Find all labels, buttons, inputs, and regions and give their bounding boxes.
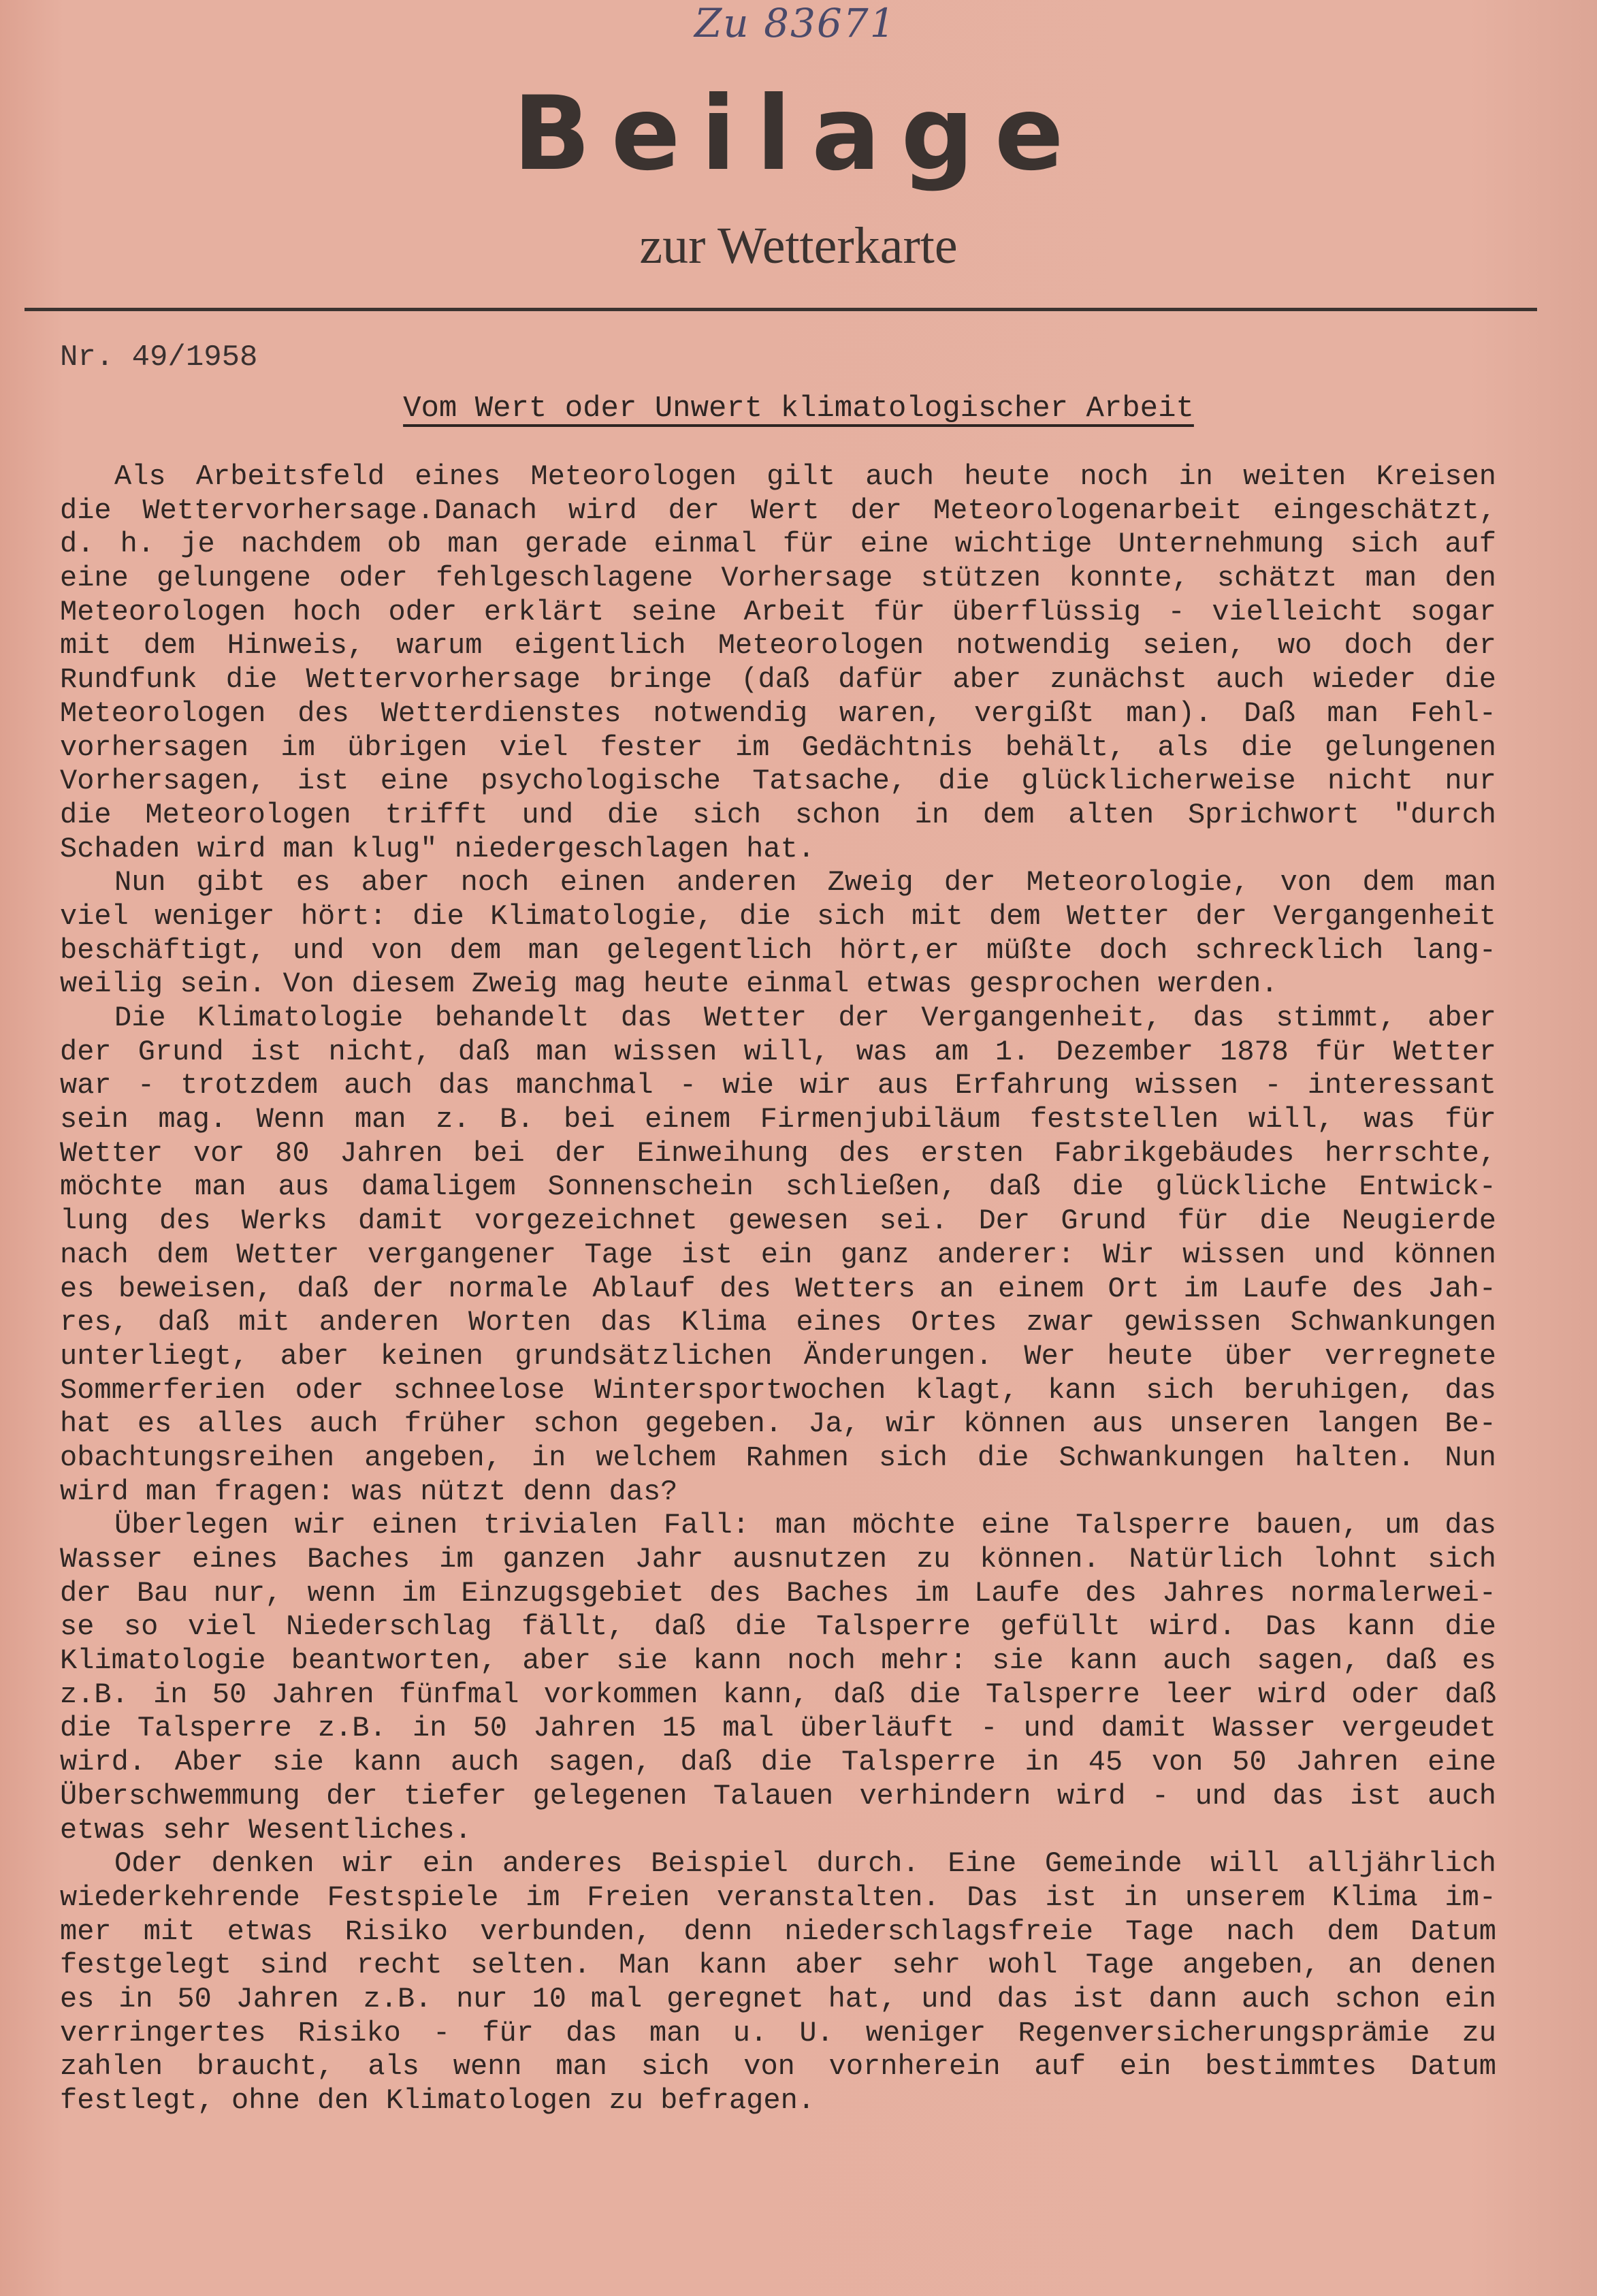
text-line: Oder denken wir ein anderes Beispiel durch. Eine Gemeinde will alljährlich [114,1847,1496,1881]
text-line: z.B. in 50 Jahren fünfmal vorkommen kann, daß die Talsperre leer wird oder daß [60,1678,1496,1711]
text-line: mer mit etwas Risiko verbunden, denn niederschlagsfreie Tage nach dem Datum [60,1915,1496,1948]
text-line: wiederkehrende Festspiele im Freien veranstalten. Das ist in unserem Klima im- [60,1881,1496,1914]
text-line: mit dem Hinweis, warum eigentlich Meteorologen notwendig seien, wo doch der [60,629,1496,663]
text-line: beschäftigt, und von dem man gelegentlich hört,er müßte doch schrecklich lang- [60,934,1496,967]
text-line: Vorhersagen, ist eine psychologische Tatsache, die glücklicherweise nicht nur [60,765,1496,798]
text-line: Nun gibt es aber noch einen anderen Zweig der Meteorologie, von dem man [114,866,1496,899]
handwritten-note: Zu 83671 [694,0,897,46]
text-line: festgelegt sind recht selten. Man kann aber sehr wohl Tage angeben, an denen [60,1949,1496,1982]
text-line: Schaden wird man klug" niedergeschlagen hat. [60,832,815,865]
text-line: etwas sehr Wesentliches. [60,1813,472,1847]
text-line: die Talsperre z.B. in 50 Jahren 15 mal überläuft - und damit Wasser vergeudet [60,1712,1496,1745]
text-line: vorhersagen im übrigen viel fester im Gedächtnis behält, als die gelungenen [60,731,1496,764]
text-line: es beweisen, daß der normale Ablauf des Wetters an einem Ort im Laufe des Jah- [60,1272,1496,1305]
article-body [60,460,1496,2118]
header-rule [25,308,1537,311]
text-line: Wasser eines Baches im ganzen Jahr ausnutzen zu können. Natürlich lohnt sich [60,1543,1496,1576]
text-line: lung des Werks damit vorgezeichnet gewesen sei. Der Grund für die Neugierde [60,1205,1496,1238]
text-line: der Grund ist nicht, daß man wissen will, was am 1. Dezember 1878 für Wetter [60,1035,1496,1068]
text-line: eine gelungene oder fehlgeschlagene Vorhersage stützen konnte, schätzt man den [60,562,1496,595]
masthead-title: Beilage [513,75,1084,193]
text-line: Überlegen wir einen trivialen Fall: man möchte eine Talsperre bauen, um das [114,1509,1496,1542]
text-line: weilig sein. Von diesem Zweig mag heute einmal etwas gesprochen werden. [60,968,1278,1001]
text-line: die Wettervorhersage.Danach wird der Wert der Meteorologenarbeit eingeschätzt, [60,494,1496,527]
text-line: obachtungsreihen angeben, in welchem Rahmen sich die Schwankungen halten. Nun [60,1441,1496,1474]
text-line: war - trotzdem auch das manchmal - wie wir aus Erfahrung wissen - interessant [60,1069,1496,1102]
text-line: unterliegt, aber keinen grundsätzlichen Änderungen. Wer heute über verregnete [60,1339,1496,1373]
text-line: viel weniger hört: die Klimatologie, die sich mit dem Wetter der Vergangenheit [60,899,1496,933]
text-line: Sommerferien oder schneelose Wintersportwochen klagt, kann sich beruhigen, das [60,1373,1496,1407]
text-line: die Meteorologen trifft und die sich schon in dem alten Sprichwort "durch [60,798,1496,831]
text-line: wird. Aber sie kann auch sagen, daß die Talsperre in 45 von 50 Jahren eine [60,1746,1496,1779]
issue-number: Nr. 49/1958 [60,340,258,374]
text-line: zahlen braucht, als wenn man sich von vornherein auf ein bestimmtes Datum [60,2050,1496,2084]
text-line: verringertes Risiko - für das man u. U. weniger Regenversicherungsprämie zu [60,2016,1496,2050]
text-line: Meteorologen hoch oder erklärt seine Arbeit für überflüssig - vielleicht sogar [60,595,1496,628]
text-line: d. h. je nachdem ob man gerade einmal für eine wichtige Unternehmung sich auf [60,528,1496,561]
article-title [0,392,1597,426]
text-line: Wetter vor 80 Jahren bei der Einweihung des ersten Fabrikgebäudes herrschte, [60,1136,1496,1170]
text-line: nach dem Wetter vergangener Tage ist ein ganz anderer: Wir wissen und können [60,1238,1496,1271]
article-title-text: Vom Wert oder Unwert klimatologischer Arbeit [403,392,1194,426]
text-line: se so viel Niederschlag fällt, daß die Talsperre gefüllt wird. Das kann die [60,1610,1496,1644]
text-line: der Bau nur, wenn im Einzugsgebiet des Baches im Laufe des Jahres normalerwei- [60,1576,1496,1610]
text-line: Klimatologie beantworten, aber sie kann noch mehr: sie kann auch sagen, daß es [60,1644,1496,1678]
text-line: Die Klimatologie behandelt das Wetter der Vergangenheit, das stimmt, aber [114,1002,1496,1034]
text-line: festlegt, ohne den Klimatologen zu befragen. [60,2084,815,2117]
text-line: Rundfunk die Wettervorhersage bringe (daß dafür aber zunächst auch wieder die [60,663,1496,697]
text-line: es in 50 Jahren z.B. nur 10 mal geregnet hat, und das ist dann auch schon ein [60,1982,1496,2015]
masthead-subtitle: zur Wetterkarte [639,217,958,274]
text-line: hat es alles auch früher schon gegeben. Ja, wir können aus unseren langen Be- [60,1407,1496,1441]
text-line: wird man fragen: was nützt denn das? [60,1475,678,1508]
text-line: Meteorologen des Wetterdienstes notwendig waren, vergißt man). Daß man Fehl- [60,697,1496,730]
text-line: Als Arbeitsfeld eines Meteorologen gilt auch heute noch in weiten Kreisen [114,460,1496,493]
text-line: res, daß mit anderen Worten das Klima eines Ortes zwar gewissen Schwankungen [60,1306,1496,1339]
text-line: sein mag. Wenn man z. B. bei einem Firmenjubiläum feststellen will, was für [60,1103,1496,1136]
text-line: möchte man aus damaligem Sonnenschein schließen, daß die glückliche Entwick- [60,1170,1496,1204]
text-line: Überschwemmung der tiefer gelegenen Talauen verhindern wird - und das ist auch [60,1779,1496,1813]
